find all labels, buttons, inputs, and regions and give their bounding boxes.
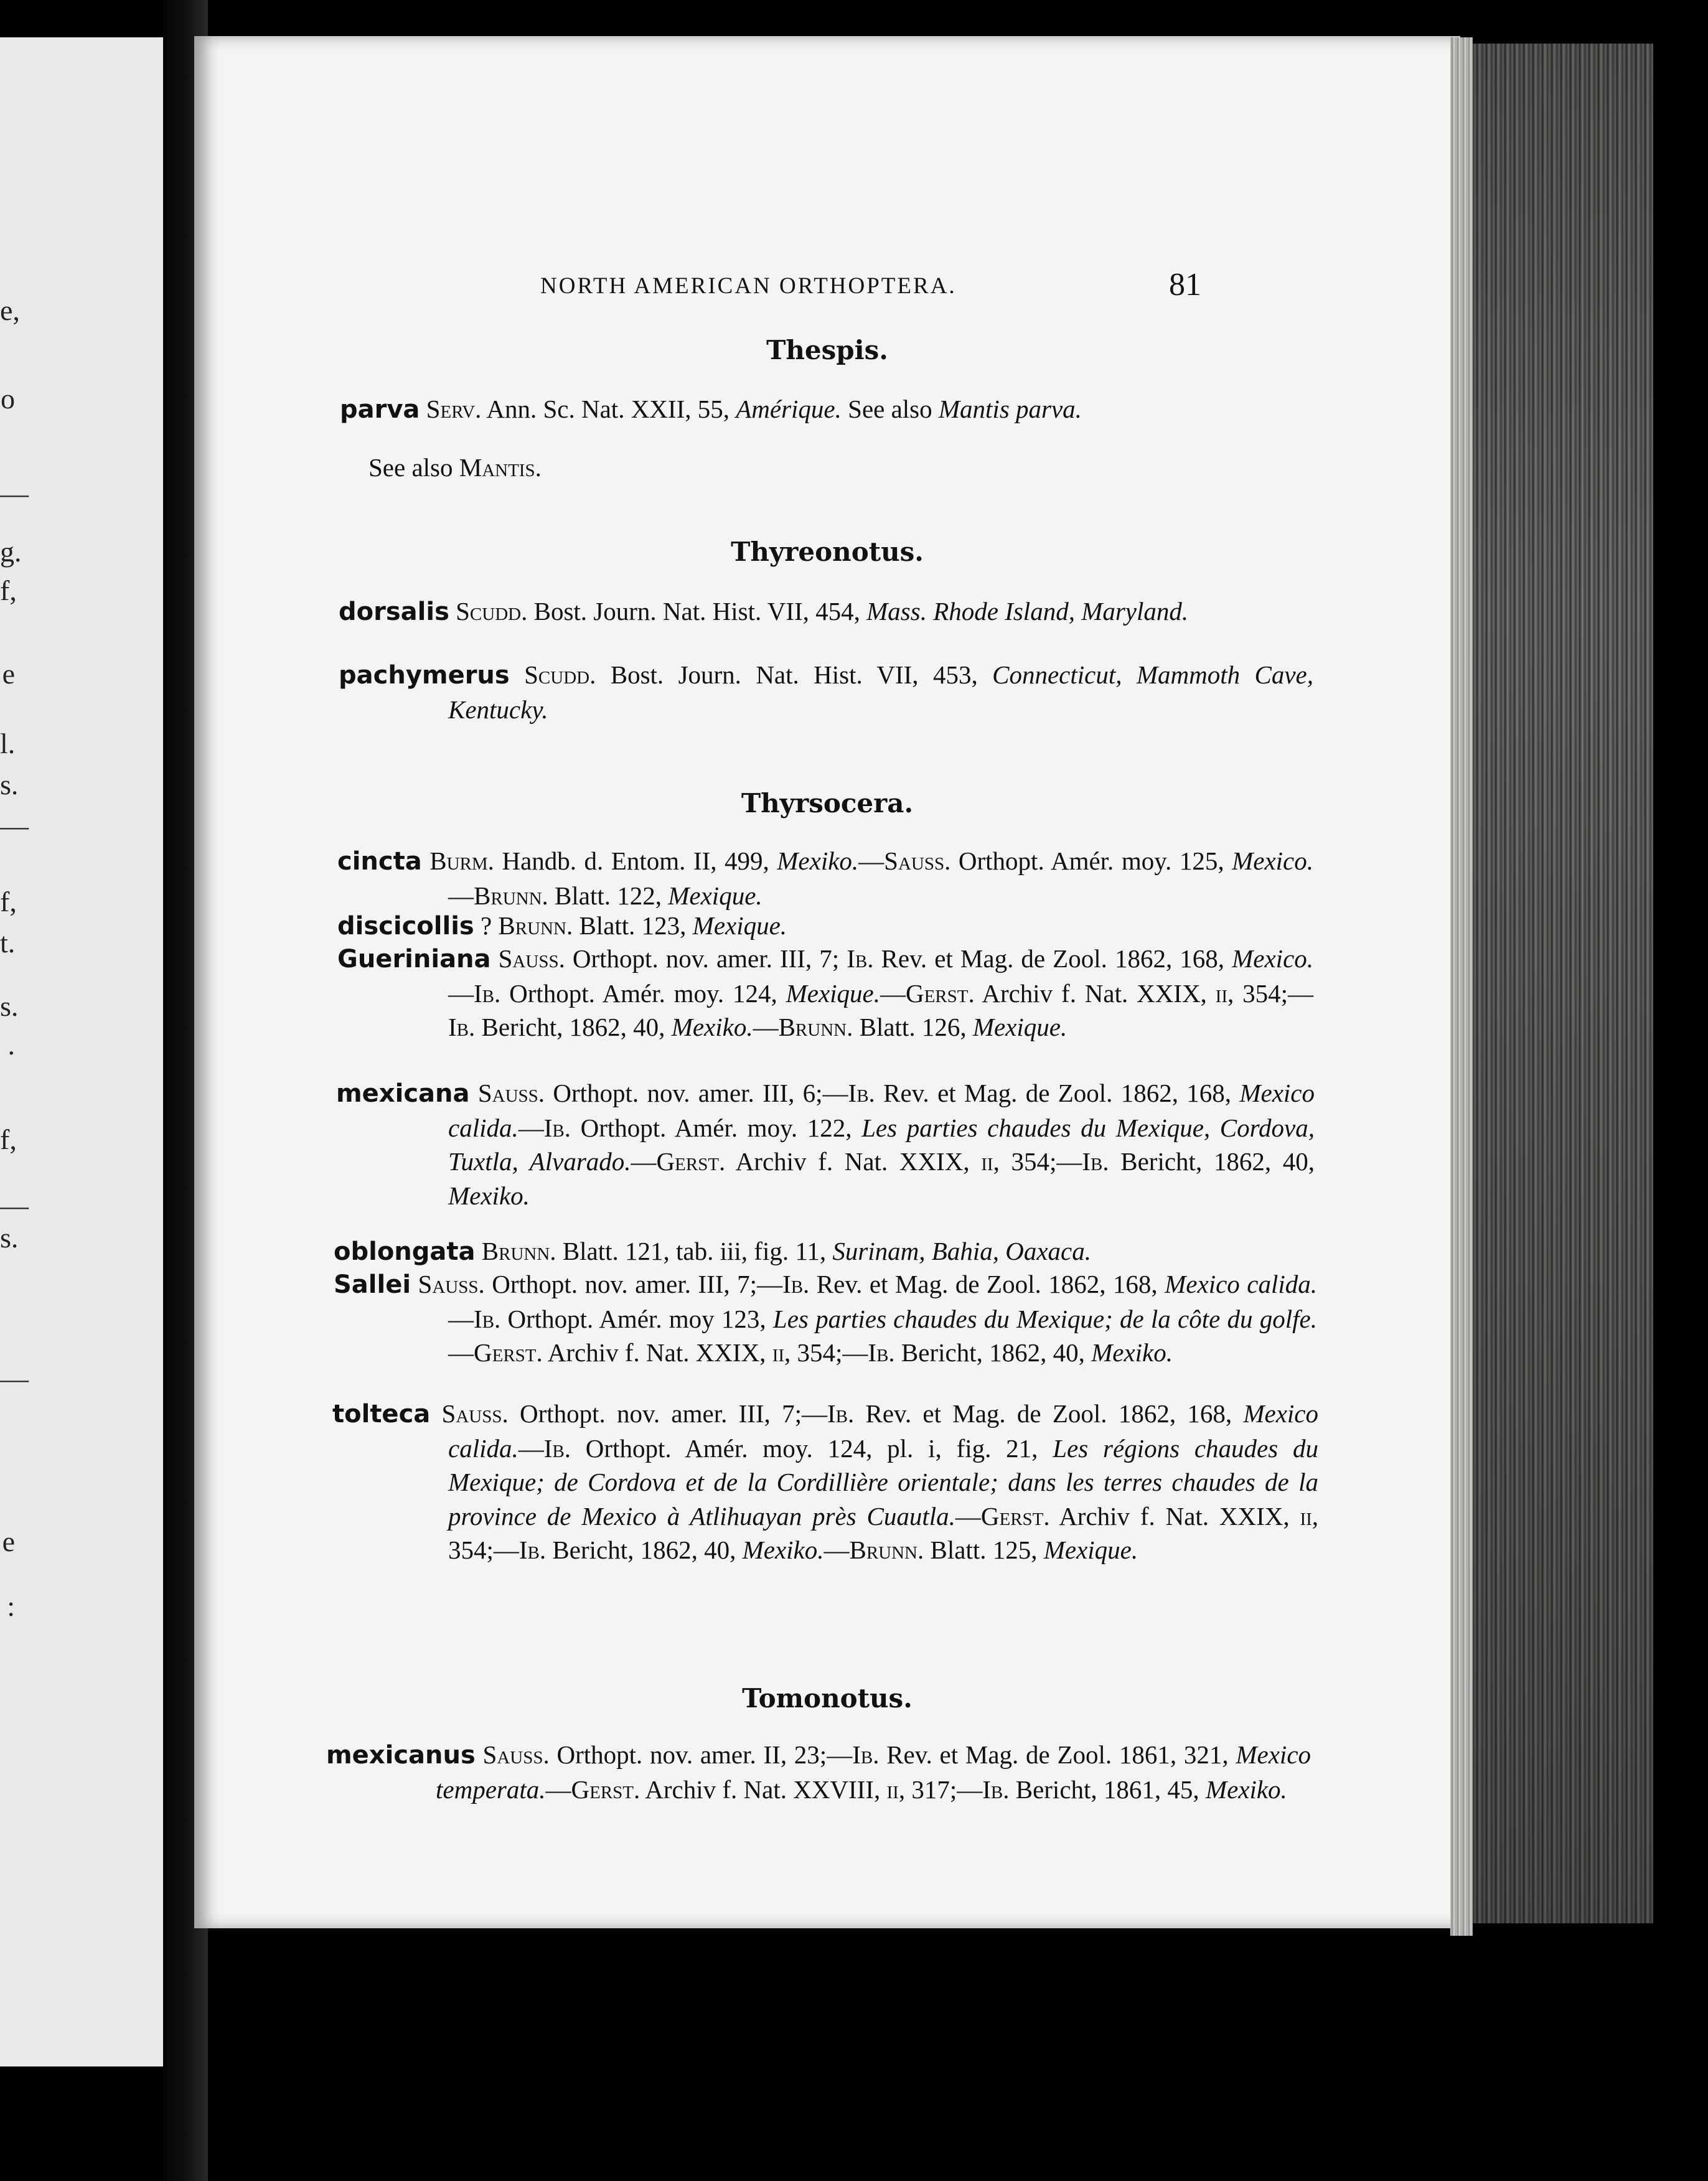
- locality-text: Les parties chaudes du Mexique; de la côte du golfe.: [772, 1304, 1317, 1333]
- locality-text: Amérique.: [736, 395, 842, 423]
- locality-text: Mexiko.: [1205, 1775, 1287, 1804]
- citation-text: See also: [841, 395, 939, 423]
- citation-text: —: [518, 1113, 544, 1142]
- citation-text: Blatt. 125,: [924, 1536, 1044, 1564]
- citation-text: Archiv f. Nat. XXIX,: [725, 1147, 982, 1176]
- facing-page-text-fragment: e,: [0, 294, 20, 326]
- citation-text: —: [631, 1147, 657, 1176]
- catalogue-entry: [337, 909, 1313, 944]
- citation-text: Bericht, 1862, 40,: [546, 1536, 743, 1564]
- species-name: mexicana: [336, 1079, 470, 1108]
- locality-text: Les parties chaudes du Mexique, Cordova, Tuxtla, Alvarado.: [448, 1113, 1315, 1176]
- facing-page-text-fragment: s.: [0, 990, 19, 1022]
- author-abbrev: Ib.: [982, 1775, 1010, 1804]
- locality-text: Mexique.: [692, 911, 787, 940]
- author-abbrev: Sauss.: [418, 1270, 485, 1298]
- citation-text: Rev. et Mag. de Zool. 1862, 168,: [854, 1399, 1244, 1428]
- catalogue-entry: [337, 844, 1313, 912]
- citation-text: Orthopt. Amér. moy 123,: [500, 1304, 773, 1333]
- locality-text: Mexique.: [786, 978, 880, 1008]
- citation-text: —: [448, 1338, 474, 1367]
- citation-text: —: [518, 1433, 544, 1463]
- facing-page-text-fragment: :: [7, 1590, 15, 1622]
- citation-text: —: [448, 1304, 474, 1333]
- locality-text: Mexique.: [668, 881, 762, 910]
- species-name: mexicanus: [326, 1741, 476, 1770]
- author-abbrev: Gerst.: [980, 1501, 1050, 1531]
- author-abbrev: Ib.: [1082, 1147, 1109, 1176]
- locality-text: Mexiko.: [777, 847, 859, 875]
- facing-page-text-fragment: t.: [0, 927, 16, 959]
- author-abbrev: Ib.: [474, 1304, 501, 1333]
- catalogue-entry: [326, 1738, 1311, 1806]
- citation-text: Blatt. 126,: [853, 1013, 973, 1041]
- citation-text: Archiv f. Nat. XXIX,: [1049, 1501, 1300, 1531]
- facing-page-text-fragment: g.: [0, 536, 22, 568]
- facing-page-edge: [0, 37, 163, 2066]
- locality-text: Mexico calida.: [448, 1079, 1315, 1142]
- facing-page-text-fragment: f,: [0, 886, 17, 917]
- locality-text: Mexique.: [1043, 1536, 1138, 1564]
- author-abbrev: Ib.: [448, 1013, 476, 1041]
- species-name: parva: [340, 395, 420, 424]
- author-abbrev: Sauss.: [441, 1399, 509, 1428]
- author-abbrev: Brunn.: [498, 911, 573, 940]
- locality-text: Mexique.: [972, 1013, 1068, 1041]
- citation-text: , 354;—: [993, 1147, 1082, 1176]
- locality-text: Les régions chaudes du Mexique; de Cordova et de la Cordillière orientale; dans les terres chaudes de la province de Mexico à Atlihuayan près Cuautla.: [448, 1433, 1318, 1531]
- author-abbrev: Serv.: [426, 395, 482, 423]
- citation-text: Blatt. 123,: [573, 911, 693, 940]
- citation-text: Bost. Journ. Nat. Hist. VII, 454,: [527, 597, 867, 626]
- citation-text: Archiv f. Nat. XXVIII,: [640, 1775, 887, 1804]
- citation-text: Archiv f. Nat. XXIX,: [974, 978, 1216, 1008]
- page-edges: [1450, 37, 1473, 1936]
- citation-text: Orthopt. Amér. moy. 124, pl. i, fig. 21,: [570, 1433, 1053, 1463]
- author-abbrev: Gerst.: [474, 1338, 543, 1367]
- citation-text: Orthopt. nov. amer. II, 23;—: [549, 1740, 853, 1769]
- facing-page-text-fragment: f,: [0, 1123, 17, 1155]
- citation-text: Bericht, 1862, 40,: [1109, 1147, 1315, 1176]
- author-abbrev: Ib.: [543, 1113, 571, 1142]
- species-name: pachymerus: [339, 661, 510, 690]
- citation-text: [510, 660, 524, 689]
- catalogue-entry: [334, 1267, 1317, 1370]
- citation-text: Handb. d. Entom. II, 499,: [494, 847, 777, 875]
- citation-text: —: [545, 1775, 571, 1804]
- genus-heading: Thyreonotus.: [731, 537, 924, 567]
- citation-text: —: [858, 847, 884, 875]
- species-name: dorsalis: [339, 598, 449, 626]
- author-abbrev: ii: [1215, 978, 1227, 1008]
- citation-text: Bericht, 1862, 40,: [475, 1013, 672, 1041]
- locality-text: Mexiko.: [1091, 1338, 1173, 1367]
- author-abbrev: Sauss.: [477, 1079, 545, 1107]
- locality-text: Connecticut, Mammoth Cave, Kentucky.: [448, 660, 1313, 724]
- author-abbrev: Ib.: [852, 1740, 880, 1769]
- author-abbrev: Ib.: [868, 1338, 895, 1367]
- catalogue-entry: [340, 392, 1312, 427]
- catalogue-entry: [337, 942, 1313, 1044]
- citation-text: Rev. et Mag. de Zool. 1862, 168,: [875, 1079, 1240, 1107]
- citation-text: [449, 597, 456, 626]
- running-title: NORTH AMERICAN ORTHOPTERA.: [540, 273, 957, 299]
- citation-text: [411, 1270, 418, 1298]
- facing-page-text-fragment: —: [0, 477, 29, 509]
- locality-text: Surinam, Bahia, Oaxaca.: [832, 1237, 1091, 1265]
- author-abbrev: Ib.: [847, 944, 874, 973]
- catalogue-entry: [339, 658, 1313, 726]
- author-abbrev: Gerst.: [905, 978, 975, 1008]
- locality-text: Mexico calida.: [1165, 1270, 1318, 1298]
- author-abbrev: Brunn.: [778, 1013, 853, 1041]
- page-header: [540, 266, 1201, 304]
- author-abbrev: Sauss.: [482, 1740, 550, 1769]
- facing-page-text-fragment: .: [7, 1029, 15, 1061]
- locality-text: Mantis parva.: [938, 395, 1082, 423]
- author-abbrev: Scudd.: [524, 660, 596, 689]
- citation-text: , 354;—: [784, 1338, 868, 1367]
- species-name: discicollis: [337, 912, 474, 940]
- author-abbrev: Sauss.: [884, 847, 951, 875]
- genus-heading: Tomonotus.: [742, 1683, 913, 1714]
- author-abbrev: ii: [1300, 1501, 1312, 1531]
- citation-text: Blatt. 122,: [548, 881, 669, 910]
- author-abbrev: Ib.: [518, 1536, 547, 1564]
- citation-text: Orthopt. nov. amer. III, 6;—: [545, 1079, 848, 1107]
- catalogue-entry: [336, 1076, 1315, 1212]
- citation-text: Orthopt. Amér. moy. 124,: [500, 978, 786, 1008]
- facing-page-text-fragment: e: [2, 658, 15, 690]
- locality-text: Mexiko.: [448, 1181, 530, 1210]
- citation-text: , 317;—: [898, 1775, 983, 1804]
- author-abbrev: ii: [886, 1775, 899, 1804]
- citation-text: [422, 847, 430, 875]
- author-abbrev: Gerst.: [656, 1147, 726, 1176]
- page-number: 81: [1169, 267, 1201, 303]
- citation-text: [420, 395, 426, 423]
- locality-text: Mexico.: [1232, 944, 1314, 973]
- citation-text: —: [753, 1013, 779, 1041]
- facing-page-text-fragment: —: [0, 1189, 29, 1221]
- citation-text: Archiv f. Nat. XXIX,: [542, 1338, 772, 1367]
- citation-text: [491, 944, 499, 973]
- author-abbrev: Ib.: [474, 978, 501, 1008]
- locality-text: Mexico calida.: [448, 1399, 1318, 1463]
- citation-text: Rev. et Mag. de Zool. 1862, 168,: [809, 1270, 1165, 1298]
- citation-text: —: [824, 1536, 850, 1564]
- citation-text: [470, 1079, 478, 1107]
- citation-text: Bericht, 1862, 40,: [894, 1338, 1092, 1367]
- locality-text: Mexico temperata.: [436, 1740, 1312, 1804]
- facing-page-text-fragment: s.: [0, 769, 19, 800]
- citation-text: Orthopt. Amér. moy. 122,: [570, 1113, 862, 1142]
- catalogue-entry: [339, 594, 1313, 629]
- citation-text: , 354;—: [448, 1501, 1319, 1564]
- citation-text: —: [880, 978, 906, 1008]
- facing-page-text-fragment: —: [0, 810, 29, 842]
- facing-page-text-fragment: l.: [0, 728, 16, 759]
- species-name: Sallei: [334, 1270, 411, 1299]
- facing-page-text-fragment: s.: [0, 1222, 19, 1254]
- species-name: cincta: [337, 847, 422, 876]
- citation-text: —: [955, 1501, 981, 1531]
- citation-text: Orthopt. nov. amer. III, 7;—: [484, 1270, 783, 1298]
- author-abbrev: Scudd.: [456, 597, 528, 626]
- author-abbrev: Ib.: [827, 1399, 855, 1428]
- citation-text: Bost. Journ. Nat. Hist. VII, 453,: [596, 660, 993, 689]
- citation-text: ?: [474, 911, 499, 940]
- see-also-note: See also Mantis.: [368, 453, 542, 482]
- species-name: Gueriniana: [337, 945, 491, 973]
- citation-text: Orthopt. nov. amer. III, 7;: [565, 944, 847, 973]
- citation-text: Ann. Sc. Nat. XXII, 55,: [481, 395, 736, 423]
- author-abbrev: Gerst.: [571, 1775, 640, 1804]
- locality-text: Mass. Rhode Island, Maryland.: [866, 597, 1189, 626]
- citation-text: , 354;—: [1227, 978, 1313, 1008]
- facing-page-text-fragment: o: [1, 383, 15, 415]
- author-abbrev: Ib.: [848, 1079, 875, 1107]
- species-name: tolteca: [332, 1400, 431, 1428]
- citation-text: [476, 1740, 483, 1769]
- citation-text: Rev. et Mag. de Zool. 1861, 321,: [879, 1740, 1236, 1769]
- author-abbrev: Brunn.: [849, 1536, 924, 1564]
- author-abbrev: Brunn.: [474, 881, 548, 910]
- author-abbrev: Burm.: [429, 847, 494, 875]
- citation-text: —: [448, 881, 474, 910]
- citation-text: Blatt. 121, tab. iii, fig. 11,: [556, 1237, 833, 1265]
- author-abbrev: Ib.: [543, 1433, 571, 1463]
- citation-text: Rev. et Mag. de Zool. 1862, 168,: [873, 944, 1232, 973]
- facing-page-text-fragment: —: [0, 1363, 29, 1394]
- citation-text: Orthopt. Amér. moy. 125,: [950, 847, 1232, 875]
- author-abbrev: Brunn.: [481, 1237, 556, 1265]
- citation-text: Orthopt. nov. amer. III, 7;—: [508, 1399, 827, 1428]
- locality-text: Mexiko.: [671, 1013, 753, 1041]
- locality-text: Mexico.: [1232, 847, 1313, 875]
- facing-page-text-fragment: e: [2, 1526, 15, 1557]
- locality-text: Mexiko.: [742, 1536, 824, 1564]
- author-abbrev: Ib.: [782, 1270, 810, 1298]
- genus-heading: Thyrsocera.: [741, 788, 914, 818]
- citation-text: —: [448, 978, 474, 1008]
- citation-text: Bericht, 1861, 45,: [1009, 1775, 1206, 1804]
- citation-text: [476, 1237, 482, 1265]
- author-abbrev: Sauss.: [498, 944, 565, 973]
- catalogue-entry: [334, 1234, 1317, 1269]
- species-name: oblongata: [334, 1237, 476, 1266]
- book-block-shade: [1473, 44, 1653, 1923]
- facing-page-text-fragment: f,: [0, 575, 17, 606]
- citation-text: [430, 1399, 441, 1428]
- genus-heading: Thespis.: [766, 335, 888, 365]
- author-abbrev: ii: [772, 1338, 785, 1367]
- catalogue-entry: [332, 1397, 1318, 1567]
- author-abbrev: ii: [981, 1147, 993, 1176]
